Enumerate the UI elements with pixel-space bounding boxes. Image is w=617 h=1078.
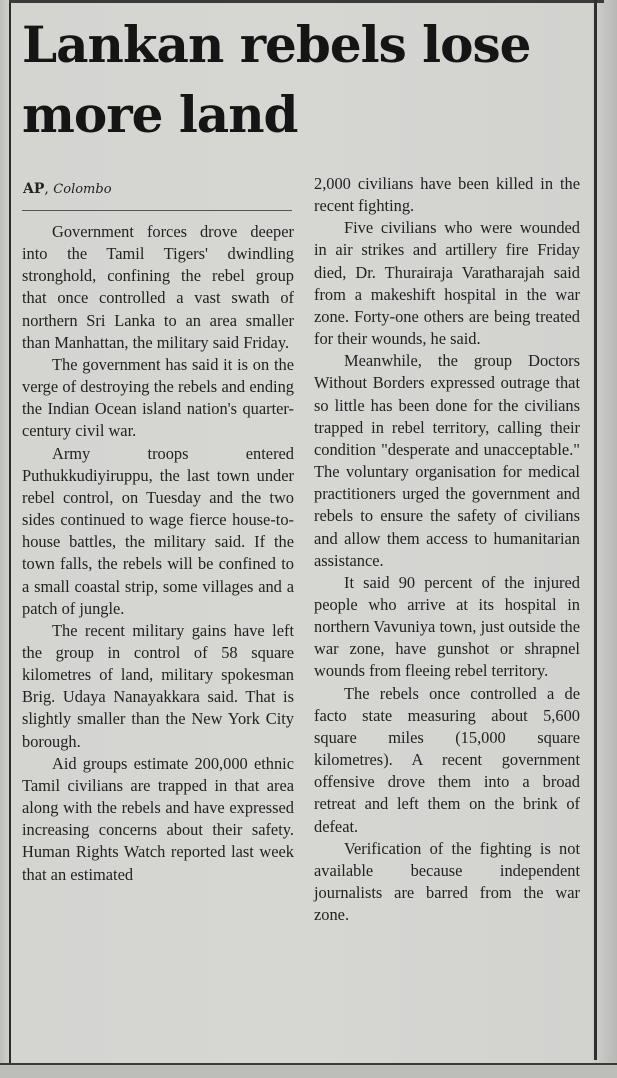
paragraph-continuation: 2,000 civilians have been killed in the recent fighting.: [314, 174, 580, 216]
paragraph: Aid groups estimate 200,000 ethnic Tamil civilians are trapped in that area along with the rebels and have expressed increasing concerns about their safety. Human Rights Watch reported last week that an estimated: [22, 753, 294, 884]
paragraph: Verification of the fighting is not available because independent journalists are barred from the war zone.: [314, 838, 580, 925]
paragraph: Government forces drove deeper into the Tamil Tigers' dwindling stronghold, confining the rebel group that once controlled a vast swath of northern Sri Lanka to an area smaller than Manhattan, the military said Friday.: [22, 222, 294, 352]
article-column-2: [314, 173, 580, 926]
headline: Lankan rebels lose more land: [22, 15, 531, 144]
paragraph: Five civilians who were wounded in air strikes and artillery fire Friday died, Dr. Thurairaja Varatharajah said from a makeshift hospital in the war zone. Forty-one others are being treated for their wounds, he said.: [314, 218, 580, 349]
paragraph: The recent military gains have left the group in control of 58 square kilometres of land, military spokesman Brig. Udaya Nanayakkara said. That is slightly smaller than the New York City borough.: [22, 620, 294, 751]
paragraph: The government has said it is on the verge of destroying the rebels and ending the Indian Ocean island nation's quarter-century civil war.: [22, 354, 294, 441]
paragraph: The rebels once controlled a de facto state measuring about 5,600 square miles (15,000 square kilometres). A recent government offensive drove them into a broad retreat and left them on the brink of defeat.: [314, 683, 580, 836]
byline-place: Colombo: [53, 182, 112, 197]
byline-rule: [22, 210, 292, 211]
byline: AP, Colombo: [23, 181, 112, 197]
top-border-rule: [9, 0, 604, 3]
paragraph: Army troops entered Puthukkudiyiruppu, the last town under rebel control, on Tuesday and the two sides continued to wage fierce house-to-house battles, the military said. If the town falls, the rebels will be confined to a small coastal strip, some villages and a patch of jungle.: [22, 443, 294, 618]
byline-agency: AP: [23, 181, 45, 197]
paragraph: Meanwhile, the group Doctors Without Borders expressed outrage that so little has been done for the civilians trapped in rebel territory, calling their condition "desperate and unacceptable." The voluntary organisation for medical practitioners urged the government and rebels to ensure the safety of civilians and allow them access to humanitarian assistance.: [314, 351, 580, 570]
column-divider-rule: [594, 0, 597, 1060]
left-border-rule: [9, 0, 11, 1076]
paragraph: It said 90 percent of the injured people who arrive at its hospital in northern Vavuniya town, just outside the war zone, have gunshot or shrapnel wounds from fleeing rebel territory.: [314, 572, 580, 681]
article-column-1: [22, 221, 294, 886]
